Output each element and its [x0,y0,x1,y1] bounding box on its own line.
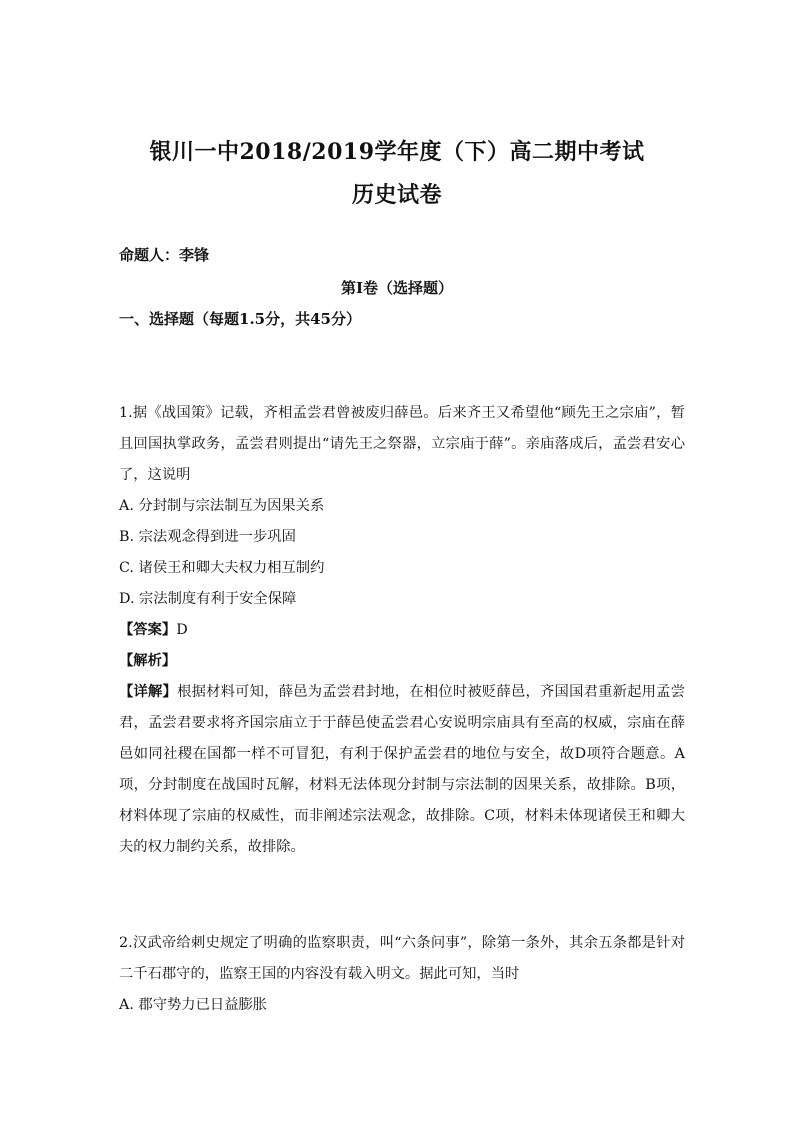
analysis-text-block [119,677,685,863]
option-b: B. 宗法观念得到进一步巩固 [119,529,296,545]
answer-label: 【答案】 [119,622,177,638]
option-a: A. 分封制与宗法制互为因果关系 [119,498,325,514]
option-c: C. 诸侯王和卿大夫权力相互制约 [119,560,325,576]
analysis-label: 【解析】 [119,653,177,669]
answer-value: D [176,622,188,638]
volume-heading: 第Ⅰ卷（选择题） [340,279,454,297]
exam-subtitle: 历史试卷 [351,182,442,208]
option-a: A. 郡守势力已日益膨胀 [119,997,268,1013]
section-heading: 一、选择题（每题1.5分，共45分） [119,310,361,328]
exam-title: 银川一中2018/2019学年度（下）高二期中考试 [149,139,645,165]
answer-line [119,615,685,646]
question-2 [119,928,685,1021]
option-d: D. 宗法制度有利于安全保障 [119,591,297,607]
analysis-text: 根据材料可知，薛邑为孟尝君封地，在相位时被贬薛邑，齐国国君重新起用孟尝君，孟尝君要求将齐国宗庙立于于薛邑使孟尝君心安说明宗庙具有至高的权威，宗庙在薛邑如同社稷在国都一样不可冒犯，有利于保护孟尝君的地位与安全，故D项符合题意。A项，分封制度在战国时瓦解，材料无法体现分封制与宗法制的因果关系，故排除。B项，材料体现了宗庙的权威性，而非阐述宗法观念，故排除。C项，材料未体现诸侯王和卿大夫的权力制约关系，故排除。 [119,684,686,855]
author-line: 命题人：李锋 [119,246,210,264]
question-stem: 2.汉武帝给刺史规定了明确的监察职责，叫“六条问事”，除第一条外，其余五条都是针对二千石郡守的，监察王国的内容没有载入明文。据此可知，当时 [119,935,685,982]
question-stem: 1.据《战国策》记载，齐相孟尝君曾被废归薛邑。后来齐王又希望他“顾先王之宗庙”，暂且回国执掌政务，孟尝君则提出“请先王之祭器，立宗庙于薛”。亲庙落成后，孟尝君安心了，这说明 [119,405,685,483]
analysis-detail-label: 【详解】 [119,684,178,700]
question-1 [119,398,685,863]
